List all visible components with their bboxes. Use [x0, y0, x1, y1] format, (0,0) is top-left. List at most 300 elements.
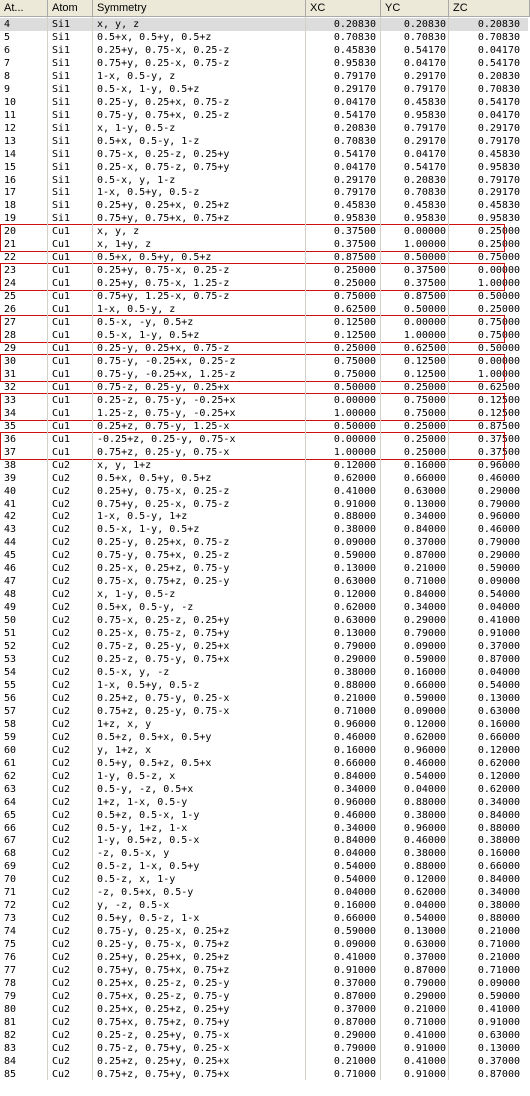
cell-atom-index: 9 [4, 83, 11, 95]
cell-xc: 0.12500 [333, 330, 376, 342]
cell-atom-index: 48 [4, 589, 17, 601]
cell-yc: 0.37000 [403, 952, 446, 964]
cell-yc: 0.46000 [403, 835, 446, 847]
cell-xc: 0.45830 [333, 200, 376, 212]
cell-symmetry: y, 1+z, x [97, 744, 152, 756]
cell-atom: Si1 [52, 161, 71, 173]
cell-zc: 0.84000 [477, 809, 520, 821]
cell-zc: 0.66000 [477, 861, 520, 873]
cell-atom-index: 41 [4, 498, 17, 510]
cell-atom-index: 50 [4, 615, 17, 627]
cell-symmetry: 0.5+x, 0.5+y, 0.5+z [97, 31, 212, 43]
cell-atom-index: 61 [4, 757, 17, 769]
cell-yc: 0.50000 [403, 304, 446, 316]
cell-atom-index: 7 [4, 57, 11, 69]
cell-atom: Cu1 [52, 291, 71, 303]
highlight-box [0, 354, 505, 382]
cell-xc: 0.00000 [333, 394, 376, 406]
column-header-symmetry[interactable]: Symmetry [93, 0, 306, 17]
cell-xc: 0.16000 [333, 900, 376, 912]
cell-symmetry: 0.25-y, 0.25+x, 0.75-z [97, 96, 230, 108]
cell-zc: 0.45830 [477, 148, 520, 160]
cell-atom-index: 67 [4, 835, 17, 847]
column-header-yc[interactable]: YC [381, 0, 449, 17]
cell-symmetry: 0.25+y, 0.75-x, 0.25-z [97, 44, 230, 56]
cell-zc: 0.13000 [477, 1042, 520, 1054]
cell-atom: Cu2 [52, 1042, 71, 1054]
cell-yc: 0.66000 [403, 679, 446, 691]
cell-symmetry: 0.75-z, 0.75+y, 0.25-x [97, 1042, 230, 1054]
cell-yc: 0.79000 [403, 628, 446, 640]
cell-xc: 0.91000 [333, 965, 376, 977]
cell-zc: 0.04170 [477, 44, 520, 56]
cell-yc: 0.37000 [403, 537, 446, 549]
cell-atom-index: 57 [4, 705, 17, 717]
cell-symmetry: 0.75+y, 0.25-x, 0.75-z [97, 498, 230, 510]
cell-symmetry: 0.25-y, 0.25+x, 0.75-z [97, 537, 230, 549]
cell-zc: 0.25000 [477, 226, 520, 238]
cell-atom-index: 31 [4, 368, 17, 380]
cell-xc: 0.46000 [333, 809, 376, 821]
cell-yc: 0.84000 [403, 524, 446, 536]
cell-symmetry: x, 1+y, z [97, 239, 152, 251]
cell-atom-index: 6 [4, 44, 11, 56]
cell-symmetry: 0.75-y, 0.75+x, 0.25-z [97, 550, 230, 562]
cell-zc: 0.87500 [477, 420, 520, 432]
cell-zc: 0.25000 [477, 304, 520, 316]
cell-atom: Cu1 [52, 278, 71, 290]
cell-atom-index: 18 [4, 200, 17, 212]
cell-symmetry: 1-x, 0.5+y, 0.5-z [97, 187, 200, 199]
cell-atom: Cu2 [52, 952, 71, 964]
cell-xc: 0.50000 [333, 420, 376, 432]
cell-zc: 0.91000 [477, 1016, 520, 1028]
cell-yc: 0.04000 [403, 900, 446, 912]
cell-symmetry: 0.75+y, 0.75+x, 0.75+z [97, 213, 230, 225]
cell-atom: Cu1 [52, 420, 71, 432]
cell-yc: 0.16000 [403, 667, 446, 678]
cell-zc: 0.50000 [477, 343, 520, 354]
cell-zc: 0.12500 [477, 394, 520, 406]
cell-atom: Cu2 [52, 718, 71, 730]
cell-zc: 0.29170 [477, 122, 520, 134]
cell-atom-index: 24 [4, 278, 17, 290]
cell-xc: 0.87000 [333, 1016, 376, 1028]
cell-atom: Cu2 [52, 913, 71, 925]
cell-zc: 0.00000 [477, 265, 520, 277]
cell-xc: 0.54170 [333, 109, 376, 121]
cell-zc: 0.00000 [477, 355, 520, 367]
cell-zc: 0.20830 [477, 19, 520, 30]
cell-symmetry: 0.25+y, 0.75-x, 0.25-z [97, 485, 230, 497]
cell-yc: 0.71000 [403, 576, 446, 588]
cell-xc: 0.29170 [333, 83, 376, 95]
cell-zc: 0.37000 [477, 641, 520, 653]
column-divider [380, 17, 381, 1080]
cell-symmetry: 1-x, 0.5+y, 0.5-z [97, 679, 200, 691]
cell-yc: 0.25000 [403, 381, 446, 393]
cell-symmetry: 0.5+x, 0.5-y, 1-z [97, 135, 200, 147]
cell-atom-index: 4 [4, 19, 11, 30]
cell-zc: 0.96000 [477, 511, 520, 523]
cell-atom: Cu2 [52, 459, 71, 471]
cell-xc: 0.38000 [333, 667, 376, 678]
highlight-box [0, 393, 505, 421]
cell-atom: Cu1 [52, 433, 71, 445]
cell-xc: 0.20830 [333, 122, 376, 134]
cell-atom: Si1 [52, 187, 71, 199]
cell-xc: 0.79000 [333, 641, 376, 653]
cell-atom-index: 23 [4, 265, 17, 277]
cell-zc: 0.87000 [477, 654, 520, 666]
cell-xc: 0.41000 [333, 952, 376, 964]
cell-symmetry: 0.5-y, -z, 0.5+x [97, 783, 194, 795]
cell-symmetry: 0.75+x, 0.75+z, 0.75+y [97, 1016, 230, 1028]
column-header-xc[interactable]: XC [306, 0, 381, 17]
cell-yc: 0.04170 [403, 148, 446, 160]
cell-symmetry: 0.25+z, 0.75-y, 0.25-x [97, 692, 230, 704]
cell-xc: 0.29000 [333, 1029, 376, 1041]
cell-atom: Cu2 [52, 822, 71, 834]
cell-atom-index: 68 [4, 848, 17, 860]
cell-atom-index: 60 [4, 744, 17, 756]
cell-symmetry: 0.75-y, 0.25-x, 0.25+z [97, 926, 230, 938]
cell-xc: 0.37500 [333, 239, 376, 251]
cell-zc: 0.54000 [477, 589, 520, 601]
cell-zc: 0.95830 [477, 213, 520, 225]
cell-atom: Si1 [52, 44, 71, 56]
cell-atom: Si1 [52, 31, 71, 43]
cell-zc: 0.41000 [477, 1003, 520, 1015]
cell-symmetry: 0.25+x, 0.25+z, 0.25+y [97, 1003, 230, 1015]
cell-atom: Cu2 [52, 667, 71, 678]
cell-xc: 0.71000 [333, 1068, 376, 1080]
cell-atom-index: 64 [4, 796, 17, 808]
cell-atom-index: 34 [4, 407, 17, 419]
cell-atom: Cu2 [52, 628, 71, 640]
cell-symmetry: 0.25-z, 0.25+y, 0.75-x [97, 1029, 230, 1041]
cell-atom-index: 78 [4, 978, 17, 990]
cell-atom: Cu2 [52, 1068, 71, 1080]
cell-symmetry: -0.25+z, 0.25-y, 0.75-x [97, 433, 236, 445]
cell-yc: 0.88000 [403, 796, 446, 808]
cell-symmetry: 0.5-x, 1-y, 0.5+z [97, 83, 200, 95]
cell-yc: 0.04170 [403, 57, 446, 69]
cell-yc: 0.88000 [403, 861, 446, 873]
cell-atom-index: 71 [4, 887, 17, 899]
cell-zc: 0.63000 [477, 705, 520, 717]
cell-zc: 0.09000 [477, 978, 520, 990]
cell-atom-index: 83 [4, 1042, 17, 1054]
cell-zc: 0.54170 [477, 96, 520, 108]
cell-yc: 0.09000 [403, 705, 446, 717]
cell-atom-index: 43 [4, 524, 17, 536]
cell-xc: 0.29000 [333, 654, 376, 666]
cell-atom: Cu1 [52, 304, 71, 316]
column-header-zc[interactable]: ZC [449, 0, 530, 17]
cell-atom: Si1 [52, 83, 71, 95]
cell-xc: 0.54170 [333, 148, 376, 160]
cell-atom: Si1 [52, 70, 71, 82]
cell-atom: Cu1 [52, 355, 71, 367]
cell-xc: 0.96000 [333, 796, 376, 808]
cell-xc: 0.04170 [333, 96, 376, 108]
cell-atom: Cu2 [52, 705, 71, 717]
cell-symmetry: 0.25+y, 0.75-x, 0.25-z [97, 265, 230, 277]
cell-symmetry: 0.5+x, 0.5+y, 0.5+z [97, 472, 212, 484]
cell-atom-index: 56 [4, 692, 17, 704]
cell-atom: Cu1 [52, 394, 71, 406]
cell-atom-index: 16 [4, 174, 17, 186]
cell-atom: Cu2 [52, 1016, 71, 1028]
cell-atom: Cu2 [52, 1003, 71, 1015]
cell-yc: 0.91000 [403, 1042, 446, 1054]
cell-zc: 0.29000 [477, 485, 520, 497]
cell-yc: 0.91000 [403, 1068, 446, 1080]
highlight-box [0, 432, 505, 460]
cell-atom-index: 65 [4, 809, 17, 821]
cell-atom-index: 55 [4, 679, 17, 691]
cell-xc: 0.37000 [333, 1003, 376, 1015]
cell-xc: 0.87500 [333, 252, 376, 264]
cell-yc: 0.96000 [403, 822, 446, 834]
cell-symmetry: 0.75-x, 0.75+z, 0.25-y [97, 576, 230, 588]
cell-yc: 0.59000 [403, 654, 446, 666]
cell-zc: 0.84000 [477, 874, 520, 886]
cell-atom: Cu2 [52, 679, 71, 691]
cell-atom-index: 81 [4, 1016, 17, 1028]
cell-atom-index: 10 [4, 96, 17, 108]
cell-yc: 0.34000 [403, 511, 446, 523]
cell-zc: 0.45830 [477, 200, 520, 212]
cell-symmetry: 1-x, 0.5-y, z [97, 304, 176, 316]
cell-zc: 0.37500 [477, 433, 520, 445]
cell-yc: 0.62000 [403, 887, 446, 899]
cell-xc: 0.29170 [333, 174, 376, 186]
cell-zc: 0.21000 [477, 926, 520, 938]
cell-atom: Si1 [52, 19, 71, 30]
cell-yc: 0.12000 [403, 718, 446, 730]
cell-xc: 0.75000 [333, 355, 376, 367]
cell-yc: 0.63000 [403, 939, 446, 951]
cell-zc: 0.70830 [477, 31, 520, 43]
cell-symmetry: 0.75-z, 0.25-y, 0.25+x [97, 381, 230, 393]
cell-xc: 0.09000 [333, 939, 376, 951]
cell-atom-index: 19 [4, 213, 17, 225]
cell-atom: Cu1 [52, 317, 71, 329]
cell-zc: 0.20830 [477, 70, 520, 82]
cell-yc: 0.75000 [403, 407, 446, 419]
cell-atom: Cu2 [52, 926, 71, 938]
cell-atom: Cu1 [52, 381, 71, 393]
cell-zc: 0.88000 [477, 913, 520, 925]
cell-xc: 0.12000 [333, 459, 376, 471]
cell-zc: 1.00000 [477, 278, 520, 290]
cell-yc: 0.41000 [403, 1055, 446, 1067]
cell-symmetry: 0.25-x, 0.75-z, 0.75+y [97, 161, 230, 173]
cell-atom: Cu2 [52, 654, 71, 666]
cell-symmetry: 0.75+y, 0.75+x, 0.75+z [97, 965, 230, 977]
cell-yc: 0.13000 [403, 498, 446, 510]
cell-xc: 0.70830 [333, 31, 376, 43]
cell-zc: 0.04000 [477, 602, 520, 614]
cell-atom-index: 85 [4, 1068, 17, 1080]
cell-zc: 0.12500 [477, 407, 520, 419]
cell-zc: 0.12000 [477, 770, 520, 782]
cell-symmetry: x, y, 1+z [97, 459, 152, 471]
cell-atom: Cu2 [52, 874, 71, 886]
cell-yc: 0.41000 [403, 1029, 446, 1041]
cell-atom-index: 44 [4, 537, 17, 549]
cell-atom-index: 37 [4, 446, 17, 458]
cell-zc: 0.13000 [477, 692, 520, 704]
cell-atom-index: 53 [4, 654, 17, 666]
cell-symmetry: -z, 0.5-x, y [97, 848, 170, 860]
highlight-box [0, 315, 505, 343]
cell-yc: 0.50000 [403, 252, 446, 264]
cell-symmetry: 0.25+y, 0.25+x, 0.25+z [97, 952, 230, 964]
cell-zc: 0.46000 [477, 472, 520, 484]
cell-atom: Si1 [52, 213, 71, 225]
cell-xc: 0.12500 [333, 317, 376, 329]
cell-atom: Si1 [52, 135, 71, 147]
cell-symmetry: 0.5-z, 1-x, 0.5+y [97, 861, 200, 873]
cell-zc: 0.38000 [477, 835, 520, 847]
cell-zc: 0.75000 [477, 252, 520, 264]
cell-atom: Cu2 [52, 550, 71, 562]
cell-yc: 0.87000 [403, 550, 446, 562]
cell-symmetry: 1-y, 0.5-z, x [97, 770, 176, 782]
cell-atom: Cu2 [52, 602, 71, 614]
cell-zc: 0.62000 [477, 783, 520, 795]
cell-yc: 0.04000 [403, 783, 446, 795]
cell-zc: 0.16000 [477, 718, 520, 730]
cell-symmetry: 0.75+y, 1.25-x, 0.75-z [97, 291, 230, 303]
cell-symmetry: 0.75+x, 0.25-z, 0.75-y [97, 991, 230, 1002]
cell-yc: 1.00000 [403, 239, 446, 251]
cell-symmetry: 0.25-y, 0.25+x, 0.75-z [97, 343, 230, 354]
cell-atom: Cu1 [52, 407, 71, 419]
cell-atom-index: 77 [4, 965, 17, 977]
cell-yc: 0.70830 [403, 187, 446, 199]
cell-zc: 0.59000 [477, 563, 520, 575]
cell-atom-index: 36 [4, 433, 17, 445]
cell-zc: 0.66000 [477, 731, 520, 743]
cell-yc: 0.71000 [403, 1016, 446, 1028]
cell-zc: 0.70830 [477, 83, 520, 95]
cell-yc: 0.20830 [403, 19, 446, 30]
cell-yc: 0.20830 [403, 174, 446, 186]
cell-atom-index: 59 [4, 731, 17, 743]
cell-zc: 0.12000 [477, 744, 520, 756]
cell-atom: Cu2 [52, 939, 71, 951]
cell-zc: 0.79000 [477, 537, 520, 549]
cell-symmetry: 0.75-y, -0.25+x, 0.25-z [97, 355, 236, 367]
cell-xc: 0.63000 [333, 615, 376, 627]
cell-yc: 0.25000 [403, 420, 446, 432]
cell-yc: 0.38000 [403, 809, 446, 821]
cell-atom-index: 17 [4, 187, 17, 199]
cell-xc: 1.00000 [333, 446, 376, 458]
cell-yc: 0.59000 [403, 692, 446, 704]
cell-yc: 0.12500 [403, 355, 446, 367]
cell-symmetry: 0.25+x, 0.25-z, 0.25-y [97, 978, 230, 990]
cell-yc: 0.37500 [403, 278, 446, 290]
cell-atom-index: 70 [4, 874, 17, 886]
cell-symmetry: 0.75-y, 0.75+x, 0.25-z [97, 109, 230, 121]
cell-xc: 0.21000 [333, 692, 376, 704]
cell-atom: Cu2 [52, 757, 71, 769]
cell-xc: 0.66000 [333, 757, 376, 769]
cell-atom: Cu2 [52, 576, 71, 588]
cell-atom-index: 13 [4, 135, 17, 147]
cell-yc: 0.96000 [403, 744, 446, 756]
column-header-at[interactable]: At... [0, 0, 48, 17]
cell-symmetry: y, -z, 0.5-x [97, 900, 170, 912]
cell-atom-index: 54 [4, 667, 17, 678]
cell-symmetry: 0.25-y, 0.75-x, 0.75+z [97, 939, 230, 951]
cell-xc: 0.70830 [333, 135, 376, 147]
cell-zc: 0.62000 [477, 757, 520, 769]
cell-atom-index: 35 [4, 420, 17, 432]
cell-symmetry: 0.75+z, 0.25-y, 0.75-x [97, 705, 230, 717]
cell-atom-index: 15 [4, 161, 17, 173]
cell-atom-index: 14 [4, 148, 17, 160]
cell-atom-index: 25 [4, 291, 17, 303]
cell-xc: 0.20830 [333, 19, 376, 30]
cell-zc: 0.41000 [477, 615, 520, 627]
cell-symmetry: 0.5+y, 0.5-z, 1-x [97, 913, 200, 925]
cell-atom-index: 51 [4, 628, 17, 640]
cell-atom-index: 20 [4, 226, 17, 238]
cell-atom-index: 46 [4, 563, 17, 575]
cell-zc: 0.25000 [477, 239, 520, 251]
cell-zc: 0.29000 [477, 550, 520, 562]
cell-yc: 0.63000 [403, 485, 446, 497]
cell-yc: 0.34000 [403, 602, 446, 614]
cell-yc: 0.29000 [403, 991, 446, 1002]
cell-xc: 0.75000 [333, 368, 376, 380]
cell-xc: 0.38000 [333, 524, 376, 536]
cell-atom-index: 69 [4, 861, 17, 873]
cell-yc: 0.62000 [403, 731, 446, 743]
cell-yc: 0.87500 [403, 291, 446, 303]
cell-zc: 0.62500 [477, 381, 520, 393]
cell-xc: 0.09000 [333, 537, 376, 549]
cell-atom: Cu1 [52, 239, 71, 251]
cell-symmetry: 0.5+x, 0.5+y, 0.5+z [97, 252, 212, 264]
cell-xc: 0.41000 [333, 485, 376, 497]
cell-zc: 0.79000 [477, 498, 520, 510]
cell-yc: 0.84000 [403, 589, 446, 601]
cell-zc: 0.87000 [477, 1068, 520, 1080]
cell-symmetry: 0.5-x, y, -z [97, 667, 170, 678]
cell-xc: 0.12000 [333, 589, 376, 601]
cell-zc: 0.37000 [477, 1055, 520, 1067]
cell-zc: 0.79170 [477, 135, 520, 147]
cell-atom-index: 79 [4, 991, 17, 1002]
cell-atom: Cu2 [52, 537, 71, 549]
cell-symmetry: 0.75-x, 0.25-z, 0.25+y [97, 615, 230, 627]
cell-atom: Cu2 [52, 511, 71, 523]
cell-symmetry: 0.75-x, 0.25-z, 0.25+y [97, 148, 230, 160]
cell-atom: Cu2 [52, 783, 71, 795]
column-divider [92, 17, 93, 1080]
cell-symmetry: x, y, z [97, 19, 140, 30]
column-header-atom[interactable]: Atom [48, 0, 93, 17]
cell-atom: Si1 [52, 57, 71, 69]
cell-atom-index: 8 [4, 70, 11, 82]
